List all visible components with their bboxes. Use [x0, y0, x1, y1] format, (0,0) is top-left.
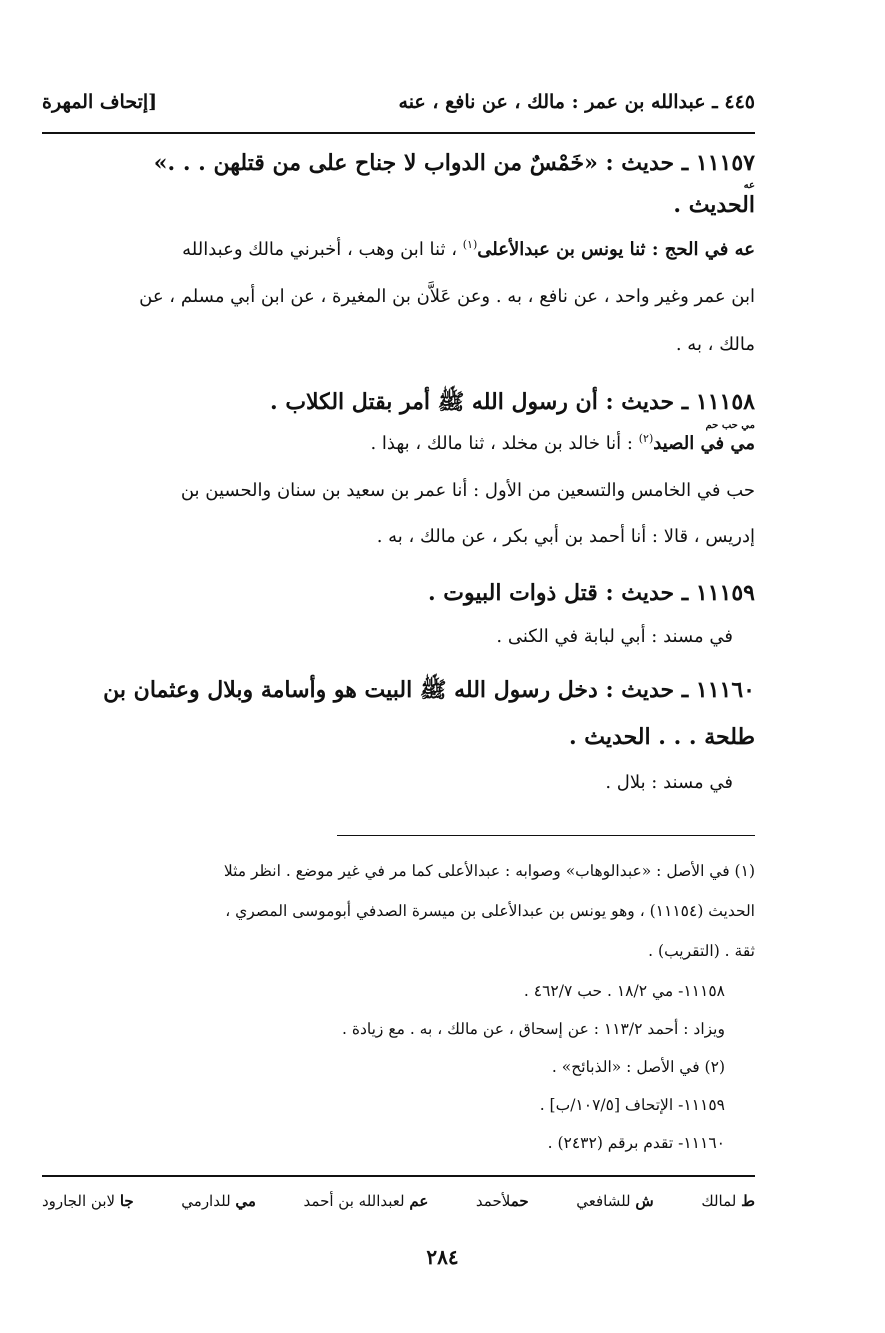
footnote-line: ثقة . (التقريب) .: [648, 942, 755, 960]
abbreviation-item: جا لابن الجارود: [42, 1192, 134, 1210]
footnote-line: ١١١٥٨- مي ١٨/٢ . حب ٤٦٢/٧ .: [523, 982, 725, 1000]
entry-text-lead: مي في الصيد: [653, 433, 755, 454]
entry-title: ١١١٦٠ ـ حديث : دخل رسول الله ﷺ البيت هو وأسامة وبلال وعثمان بن: [103, 677, 755, 703]
abbreviations-key: [42, 1192, 755, 1210]
abbreviation-item: ش للشافعي: [576, 1192, 654, 1210]
entry-text: مالك ، به .: [675, 334, 755, 355]
footnote-line: الحديث (١١١٥٤) ، وهو يونس بن عبدالأعلى بن ميسرة الصدفي أبوموسى المصري ،: [225, 902, 755, 920]
marginal-sigla: عه: [743, 180, 755, 191]
entry-text: في مسند : أبي لبابة في الكنى .: [496, 626, 733, 647]
entry-text: في مسند : بلال .: [605, 772, 733, 793]
entry-text-rest: ، ثنا ابن وهب ، أخبرني مالك وعبدالله: [182, 239, 458, 260]
entry-text: حب في الخامس والتسعين من الأول : أنا عمر بن سعيد بن سنان والحسين بن: [180, 480, 755, 501]
entry-title: ١١١٥٧ ـ حديث : «خَمْسٌ من الدواب لا جناح على من قتلهن . . .»: [153, 150, 755, 176]
footnote-line: ويزاد : أحمد ١١٣/٢ : عن إسحاق ، عن مالك ، به . مع زيادة .: [342, 1020, 725, 1038]
abbreviation-item: حملأحمد: [475, 1192, 529, 1210]
entry-title: ١١١٥٨ ـ حديث : أن رسول الله ﷺ أمر بقتل الكلاب .: [270, 389, 755, 415]
entry-title: ١١١٥٩ ـ حديث : قتل ذوات البيوت .: [427, 580, 755, 606]
footnote-ref[interactable]: (١): [462, 238, 478, 251]
page-number: ٢٨٤: [426, 1245, 459, 1269]
abbreviation-item: ط لمالك: [701, 1192, 755, 1210]
abbreviation-item: عم لعبدالله بن أحمد: [303, 1192, 429, 1210]
entry-text: [42, 238, 755, 260]
bottom-rule: [42, 1175, 755, 1177]
header-book-title: [إتحاف المهرة: [42, 91, 158, 113]
entry-title: الحديث .: [673, 192, 755, 218]
footnote-line: (١) في الأصل : «عبدالوهاب» وصوابه : عبدالأعلى كما مر في غير موضع . انظر مثلا: [223, 862, 755, 880]
footnote-line: (٢) في الأصل : «الذبائح» .: [551, 1058, 725, 1076]
entry-text-rest: : أنا خالد بن مخلد ، ثنا مالك ، بهذا .: [370, 433, 633, 454]
entry-text: [42, 432, 755, 454]
entry-text: ابن عمر وغير واحد ، عن نافع ، به . وعن عَلاَّن بن المغيرة ، عن ابن أبي مسلم ، عن: [139, 286, 755, 307]
footnote-line: ١١١٦٠- تقدم برقم (٢٤٣٢) .: [547, 1134, 725, 1152]
entry-text-lead: عه في الحج : ثنا يونس بن عبدالأعلى: [477, 239, 755, 260]
running-header: [42, 84, 755, 120]
header-rule: [42, 132, 755, 134]
abbreviation-item: مي للدارمي: [181, 1192, 256, 1210]
footnote-line: ١١١٥٩- الإتحاف [١٠٧/٥/ب] .: [539, 1096, 725, 1114]
footnote-rule: [337, 835, 755, 836]
marginal-sigla: مي حب حم: [705, 420, 755, 431]
entry-title: طلحة . . . الحديث .: [568, 724, 755, 750]
header-chapter: ٤٤٥ ـ عبدالله بن عمر : مالك ، عن نافع ، عنه: [398, 91, 755, 113]
footnote-ref[interactable]: (٢): [638, 432, 654, 445]
entry-text: إدريس ، قالا : أنا أحمد بن أبي بكر ، عن مالك ، به .: [376, 526, 755, 547]
